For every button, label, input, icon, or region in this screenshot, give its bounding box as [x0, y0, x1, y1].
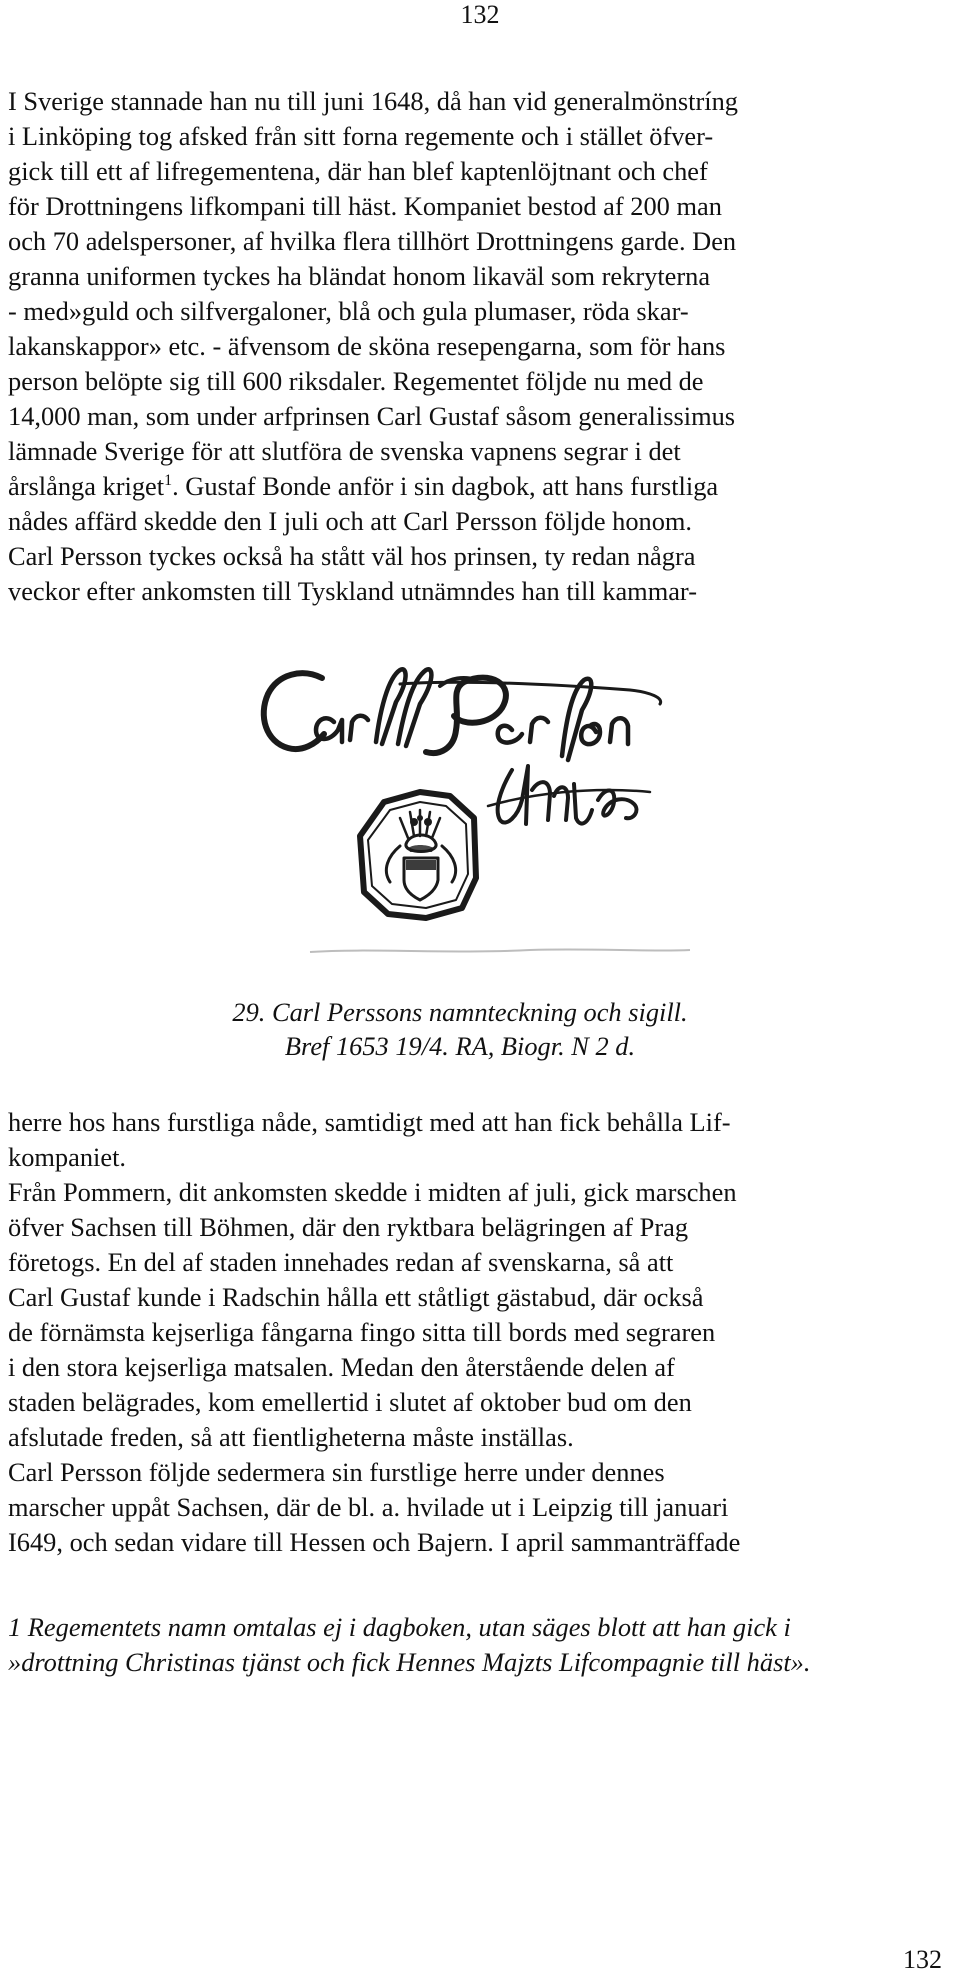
caption-line: 29. Carl Perssons namnteckning och sigill.: [232, 997, 688, 1027]
text-line: lakanskappor» etc. - äfvensom de sköna resepengarna, som för hans: [8, 331, 726, 361]
text-line: i Linköping tog afsked från sitt forna regemente och i stället öfver-: [8, 121, 714, 151]
text-line: - med»guld och silfvergaloner, blå och gula plumaser, röda skar-: [8, 296, 689, 326]
text-line: för Drottningens lifkompani till häst. Kompaniet bestod af 200 man: [8, 191, 722, 221]
text-line: företogs. En del af staden innehades redan af svenskarna, så att: [8, 1247, 674, 1277]
signature-image: [250, 660, 720, 960]
text-line: 14,000 man, som under arfprinsen Carl Gustaf såsom generalissimus: [8, 401, 736, 431]
text-line: Carl Gustaf kunde i Radschin hålla ett ståtligt gästabud, där också: [8, 1282, 704, 1312]
text-line: granna uniformen tyckes ha bländat honom likaväl som rekryterna: [8, 261, 711, 291]
text-line: i den stora kejserliga matsalen. Medan den återstående delen af: [8, 1352, 675, 1382]
text-line: Carl Persson tyckes också ha stått väl hos prinsen, ty redan några: [8, 541, 696, 571]
page-number-bottom: 132: [903, 1945, 942, 1974]
text-line: person belöpte sig till 600 riksdaler. Regementet följde nu med de: [8, 366, 704, 396]
text-line: afslutade freden, så att fientligheterna måste inställas.: [8, 1422, 574, 1452]
text-line: Carl Persson följde sedermera sin furstlige herre under dennes: [8, 1457, 665, 1487]
footnote-reference[interactable]: 1: [164, 472, 173, 490]
text-line: nådes affärd skedde den I juli och att Carl Persson följde honom.: [8, 506, 693, 536]
body-paragraph-1: [8, 84, 953, 609]
text-line: marscher uppåt Sachsen, där de bl. a. hvilade ut i Leipzig till januari: [8, 1492, 729, 1522]
text-line: staden belägrades, kom emellertid i slutet af oktober bud om den: [8, 1387, 692, 1417]
footnote: [8, 1610, 953, 1680]
signature-and-seal-figure: [250, 660, 720, 960]
text-fragment: . Gustaf Bonde anför i sin dagbok, att hans furstliga: [172, 471, 719, 501]
footnote-line: 1 Regementets namn omtalas ej i dagboken, utan säges blott att han gick i: [8, 1612, 791, 1642]
text-line: I Sverige stannade han nu till juni 1648, då han vid generalmönstríng: [8, 86, 738, 116]
figure-caption: [200, 995, 720, 1063]
text-line-with-footnote: [8, 469, 953, 504]
text-line: veckor efter ankomsten till Tyskland utnämndes han till kammar-: [8, 576, 697, 606]
text-line: de förnämsta kejserliga fångarna fingo sitta till bords med segraren: [8, 1317, 716, 1347]
text-line: gick till ett af lifregementena, där han blef kaptenlöjtnant och chef: [8, 156, 708, 186]
text-line: kompaniet.: [8, 1142, 126, 1172]
text-fragment: årslånga kriget: [8, 471, 165, 501]
caption-line: Bref 1653 19/4. RA, Biogr. N 2 d.: [284, 1031, 636, 1061]
text-line: Från Pommern, dit ankomsten skedde i midten af juli, gick marschen: [8, 1177, 737, 1207]
text-line: I649, och sedan vidare till Hessen och Bajern. I april sammanträffade: [8, 1527, 741, 1557]
text-line: lämnade Sverige för att slutföra de svenska vapnens segrar i det: [8, 436, 681, 466]
text-line: herre hos hans furstliga nåde, samtidigt med att han fick behålla Lif-: [8, 1107, 731, 1137]
text-line: och 70 adelspersoner, af hvilka flera tillhört Drottningens garde. Den: [8, 226, 737, 256]
body-paragraph-2: [8, 1105, 953, 1560]
text-line: öfver Sachsen till Böhmen, där den ryktbara belägringen af Prag: [8, 1212, 689, 1242]
footnote-line: »drottning Christinas tjänst och fick Hennes Majzts Lifcompagnie till häst».: [8, 1647, 811, 1677]
page-number-top: 132: [460, 0, 500, 29]
